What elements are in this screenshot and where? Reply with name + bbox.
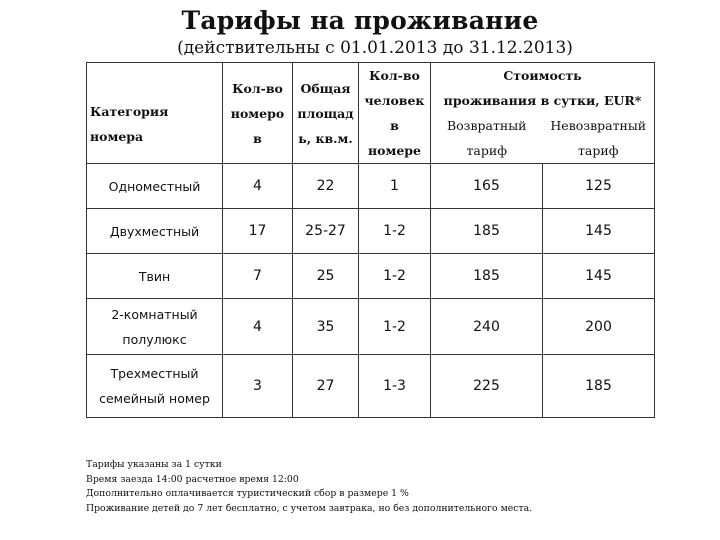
room-category: Двухместный bbox=[87, 209, 223, 254]
persons-value: 1 bbox=[359, 164, 431, 209]
rooms-count: 7 bbox=[223, 254, 293, 299]
refundable-price: 165 bbox=[431, 164, 543, 209]
area-value: 35 bbox=[293, 299, 359, 355]
header-cost: Стоимость проживания в сутки, EUR* bbox=[431, 63, 655, 114]
refundable-price: 185 bbox=[431, 254, 543, 299]
footnote-line: Проживание детей до 7 лет бесплатно, с учетом завтрака, но без дополнительного места. bbox=[86, 502, 533, 514]
persons-value: 1-2 bbox=[359, 299, 431, 355]
table-row bbox=[87, 299, 655, 355]
table-row bbox=[87, 164, 655, 209]
header-area: Общая площад ь, кв.м. bbox=[293, 63, 359, 164]
header-rooms-count: Кол-во номеро в bbox=[223, 63, 293, 164]
room-category: Одноместный bbox=[87, 164, 223, 209]
page-title: Тарифы на проживание bbox=[181, 6, 539, 35]
nonrefundable-price: 200 bbox=[543, 299, 655, 355]
table-header-row-1 bbox=[87, 63, 655, 114]
table-row bbox=[87, 209, 655, 254]
rooms-count: 4 bbox=[223, 299, 293, 355]
persons-value: 1-2 bbox=[359, 254, 431, 299]
header-nonrefundable: Невозвратный тариф bbox=[543, 113, 655, 164]
header-category: Категория номера bbox=[87, 63, 223, 164]
footnote-line: Время заезда 14:00 расчетное время 12:00 bbox=[86, 473, 299, 485]
footnote-line: Тарифы указаны за 1 сутки bbox=[86, 459, 222, 470]
nonrefundable-price: 145 bbox=[543, 209, 655, 254]
room-category: 2-комнатный полулюкс bbox=[87, 299, 223, 355]
area-value: 22 bbox=[293, 164, 359, 209]
room-category: Твин bbox=[87, 254, 223, 299]
refundable-price: 240 bbox=[431, 299, 543, 355]
rooms-count: 17 bbox=[223, 209, 293, 254]
rooms-count: 3 bbox=[223, 355, 293, 418]
area-value: 25-27 bbox=[293, 209, 359, 254]
footnotes bbox=[86, 458, 532, 516]
validity-subtitle: (действительны с 01.01.2013 до 31.12.2013) bbox=[177, 38, 573, 58]
persons-value: 1-3 bbox=[359, 355, 431, 418]
area-value: 25 bbox=[293, 254, 359, 299]
room-category: Трехместный семейный номер bbox=[87, 355, 223, 418]
table-row bbox=[87, 254, 655, 299]
tariff-table bbox=[86, 62, 655, 418]
persons-value: 1-2 bbox=[359, 209, 431, 254]
nonrefundable-price: 125 bbox=[543, 164, 655, 209]
refundable-price: 185 bbox=[431, 209, 543, 254]
footnote-line: Дополнительно оплачивается туристический сбор в размере 1 % bbox=[86, 488, 409, 499]
header-persons: Кол-во человек в номере bbox=[359, 63, 431, 164]
nonrefundable-price: 185 bbox=[543, 355, 655, 418]
nonrefundable-price: 145 bbox=[543, 254, 655, 299]
table-row bbox=[87, 355, 655, 418]
rooms-count: 4 bbox=[223, 164, 293, 209]
refundable-price: 225 bbox=[431, 355, 543, 418]
area-value: 27 bbox=[293, 355, 359, 418]
header-refundable: Возвратный тариф bbox=[431, 113, 543, 164]
